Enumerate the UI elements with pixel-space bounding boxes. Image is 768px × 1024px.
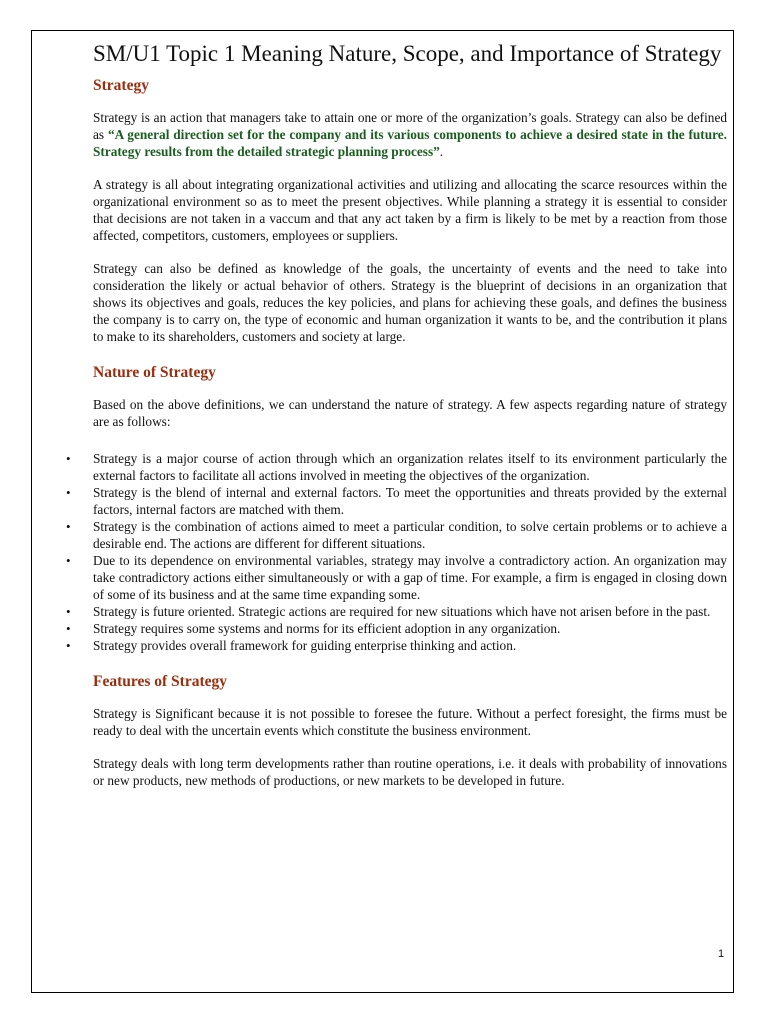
- list-item: • Strategy is future oriented. Strategic actions are required for new situations which have not arisen before in the past.: [93, 603, 727, 620]
- list-item: • Strategy provides overall framework for guiding enterprise thinking and action.: [93, 637, 727, 654]
- nature-intro: Based on the above definitions, we can understand the nature of strategy. A few aspects regarding nature of strategy are as follows:: [93, 397, 727, 429]
- strategy-definition-quote: “A general direction set for the company and its various components to achieve a desired state in the future. Strategy results from the detailed strategic planning process”: [93, 127, 727, 159]
- section-heading-nature: Nature of Strategy: [93, 364, 216, 381]
- list-item: • Strategy is the combination of actions aimed to meet a particular condition, to solve certain problems or to achieve a desirable end. The actions are different for different situations.: [93, 518, 727, 552]
- strategy-definition-text: Strategy is an action that managers take to attain one or more of the organization’s goals. Strategy can also be defined as: [93, 110, 727, 142]
- strategy-paragraph-2: A strategy is all about integrating organizational activities and utilizing and allocating the scarce resources within the organizational environment so as to meet the present objectives. While planning a strategy it is essential to consider that decisions are not taken in a vaccum and that any act taken by a firm is likely to be met by a reaction from those affected, competitors, customers, employees or suppliers.: [93, 177, 727, 243]
- section-heading-features: Features of Strategy: [93, 673, 228, 690]
- section-heading-strategy: Strategy: [93, 77, 149, 94]
- features-paragraph-1: Strategy is Significant because it is not possible to foresee the future. Without a perfect foresight, the firms must be ready to deal with the uncertain events which constitute the business environment.: [93, 706, 727, 738]
- strategy-paragraph-1: [93, 109, 727, 160]
- features-paragraph-2: Strategy deals with long term developments rather than routine operations, i.e. it deals with probability of innovations or new products, new methods of productions, or new markets to be developed in future.: [93, 756, 727, 788]
- document-title: SM/U1 Topic 1 Meaning Nature, Scope, and Importance of Strategy: [93, 41, 722, 66]
- list-item: • Strategy is a major course of action through which an organization relates itself to its environment particularly the external factors to facilitate all actions involved in meeting the objectives of the organization.: [93, 450, 727, 484]
- list-item: • Strategy requires some systems and norms for its efficient adoption in any organization.: [93, 620, 727, 637]
- strategy-paragraph-3: Strategy can also be defined as knowledge of the goals, the uncertainty of events and the need to take into consideration the likely or actual behavior of others. Strategy is the blueprint of decisions in an organization that shows its objectives and goals, reduces the key policies, and plans for achieving these goals, and defines the business the company is to carry on, the type of economic and human organization it wants to be, and the contribution it plans to make to its shareholders, customers and society at large.: [93, 261, 727, 344]
- strategy-definition-end: .: [439, 144, 444, 159]
- list-item: • Strategy is the blend of internal and external factors. To meet the opportunities and threats provided by the external factors, internal factors are matched with them.: [93, 484, 727, 518]
- page-number: 1: [718, 948, 725, 960]
- document-body: [93, 40, 727, 805]
- nature-list: [93, 450, 727, 654]
- list-item: • Due to its dependence on environmental variables, strategy may involve a contradictory action. An organization may take contradictory actions either simultaneously or with a gap of time. For example, a firm is engaged in closing down of some of its business and at the same time expanding some.: [93, 552, 727, 603]
